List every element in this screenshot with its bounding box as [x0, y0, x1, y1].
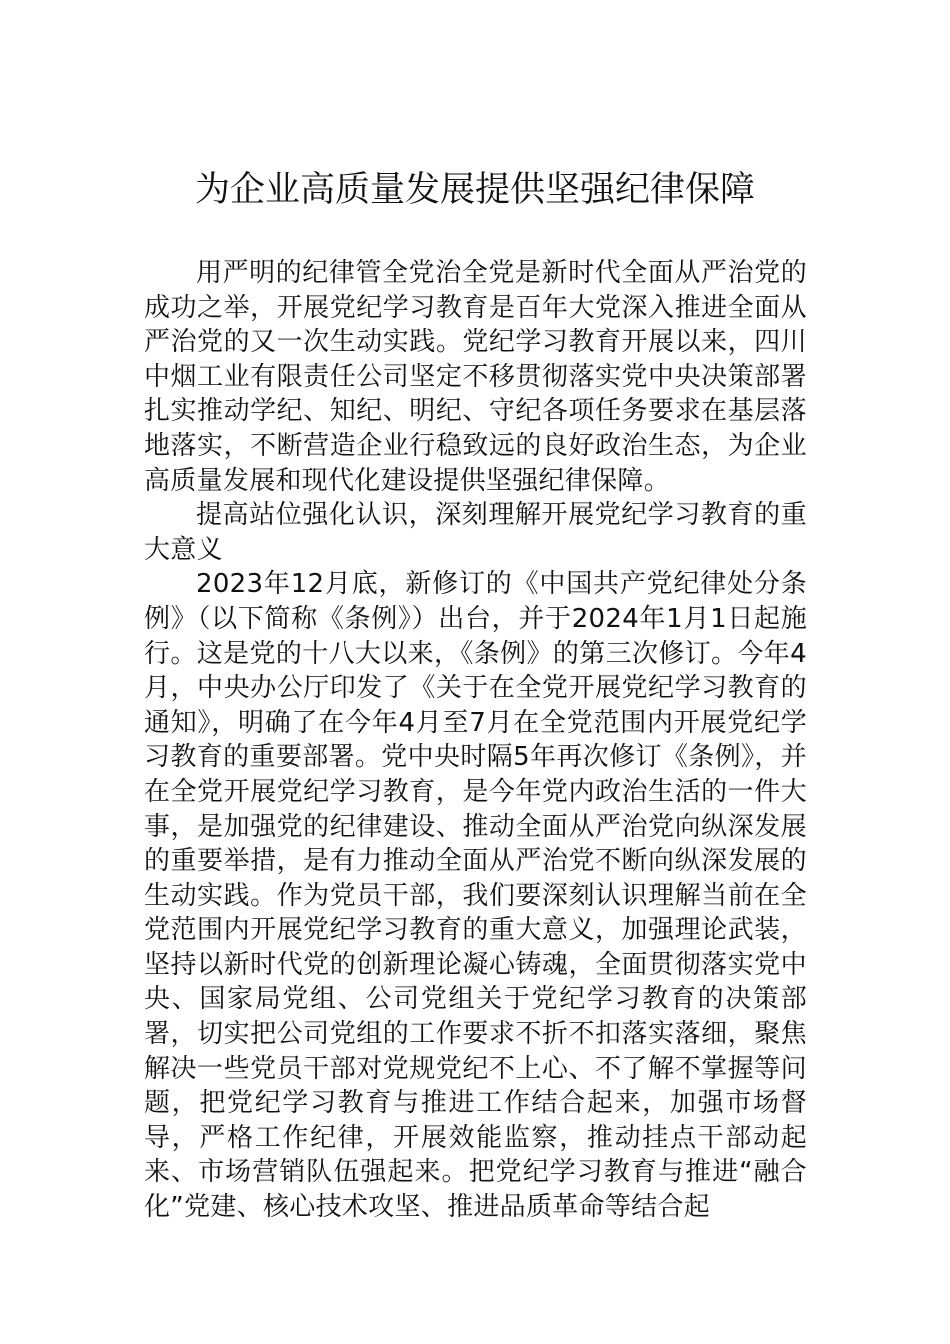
document-title: 为企业高质量发展提供坚强纪律保障	[194, 170, 755, 210]
paragraph-intro: 用严明的纪律管全党治全党是新时代全面从严治党的成功之举，开展党纪学习教育是百年大党深入推进全面从严治党的又一次生动实践。党纪学习教育开展以来，四川中烟工业有限责任公司坚定不移贯彻落实党中央决策部署扎实推动学纪、知纪、明纪、守纪各项任务要求在基层落地落实，不断营造企业行稳致远的良好政治生态，为企业高质量发展和现代化建设提供坚强纪律保障。	[144, 258, 807, 496]
paragraph-significance: 2023年12月底，新修订的《中国共产党纪律处分条例》（以下简称《条例》）出台，并于2024年1月1日起施行。这是党的十八大以来，《条例》的第三次修订。今年4月，中央办公厅印发了《关于在全党开展党纪学习教育的通知》，明确了在今年4月至7月在全党范围内开展党纪学习教育的重要部署。党中央时隔5年再次修订《条例》，并在全党开展党纪学习教育，是今年党内政治生活的一件大事，是加强党的纪律建设、推动全面从严治党向纵深发展的重要举措，是有力推动全面从严治党不断向纵深发展的生动实践。作为党员干部，我们要深刻认识理解当前在全党范围内开展党纪学习教育的重大意义，加强理论武装，坚持以新时代党的创新理论凝心铸魂，全面贯彻落实党中央、国家局党组、公司党组关于党纪学习教育的决策部署，切实把公司党组的工作要求不折不扣落实落细，聚焦解决一些党员干部对党规党纪不上心、不了解不掌握等问题，把党纪学习教育与推进工作结合起来，加强市场督导，严格工作纪律，开展效能监察，推动挂点干部动起来、市场营销队伍强起来。把党纪学习教育与推进“融合化”党建、核心技术攻坚、推进品质革命等结合起	[144, 569, 807, 1223]
section-heading: 提高站位强化认识，深刻理解开展党纪学习教育的重大意义	[144, 500, 807, 565]
document-body	[144, 256, 807, 1225]
